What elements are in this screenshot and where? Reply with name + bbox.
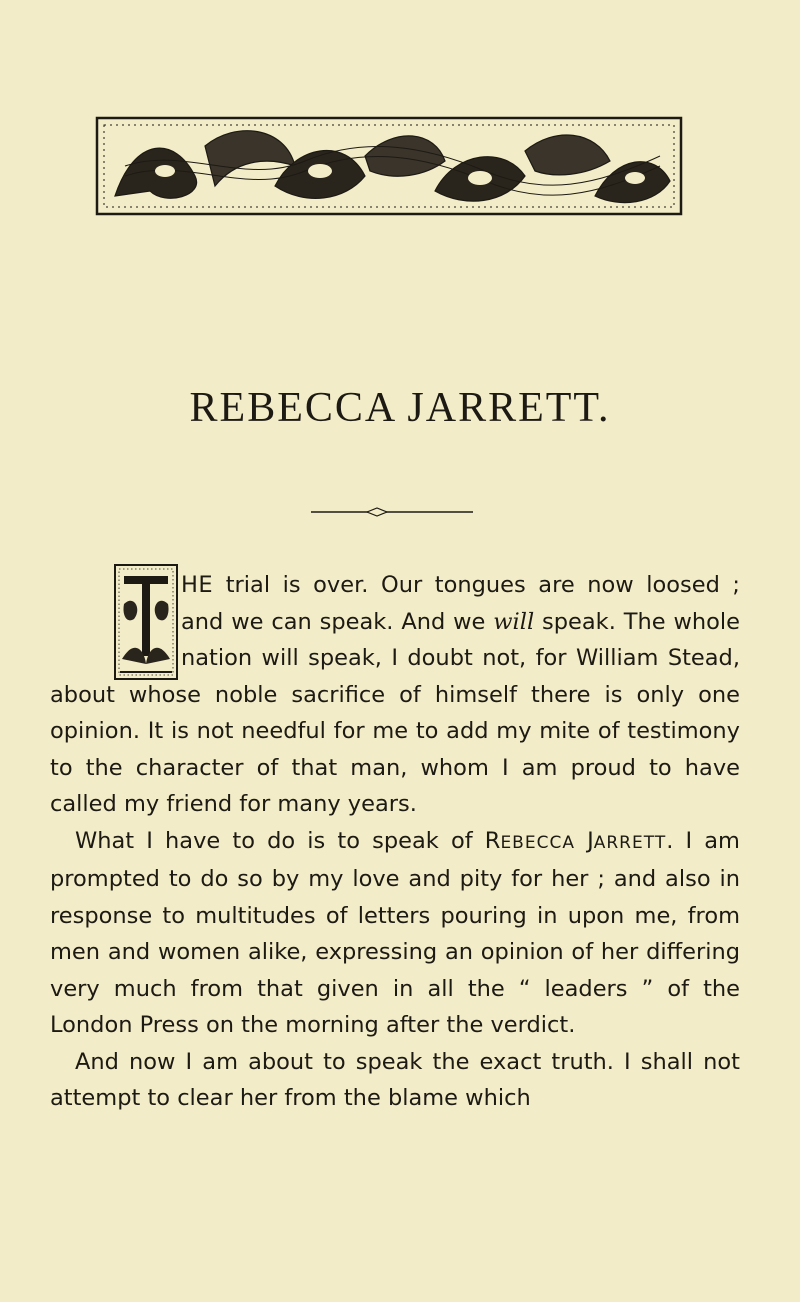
- dropcap-rest: HE: [181, 572, 214, 598]
- paragraph-1-text-cont: speak. The whole nation will speak, I doubt not, for William Stead, about whose noble sacrifice of himself there is only one opinion. It is not needful for me to add my mite of testimony to the character of that man, whom I am proud to have called my friend for many years.: [50, 608, 740, 817]
- name-initial-j: J: [574, 827, 594, 854]
- name-smallcaps-ebecca: EBECCA: [500, 832, 575, 853]
- paragraph-1: [50, 567, 740, 823]
- paragraph-3-text: And now I am about to speak the exact truth. I shall not attempt to clear her from the blame which: [50, 1048, 740, 1111]
- paragraph-2-text: What I have to do is to speak of: [75, 827, 485, 854]
- dropcap-space: [50, 567, 181, 675]
- paragraph-3: [50, 1044, 740, 1117]
- name-smallcaps-arrett: ARRETT: [593, 832, 667, 853]
- page-title: REBECCA JARRETT.: [189, 385, 611, 431]
- paragraph-2-text-cont: . I am prompted to do so by my love and pity for her ; and also in response to multitudes of letters pouring in upon me, from men and women alike, expressing an opinion of her differing very much from that given in all the “ leaders ” of the London Press on the morning after the verdict.: [50, 827, 740, 1038]
- body-text: [50, 567, 740, 1117]
- paragraph-2: [50, 823, 740, 1044]
- paragraph-1-text: trial is over. Our tongues are now loosed ; and we can speak. And we: [181, 572, 740, 635]
- floral-headpiece-icon: [95, 116, 683, 216]
- name-initial-r: R: [484, 827, 501, 854]
- diamond-rule-icon: [311, 506, 473, 518]
- emphasis-will: will: [493, 608, 535, 635]
